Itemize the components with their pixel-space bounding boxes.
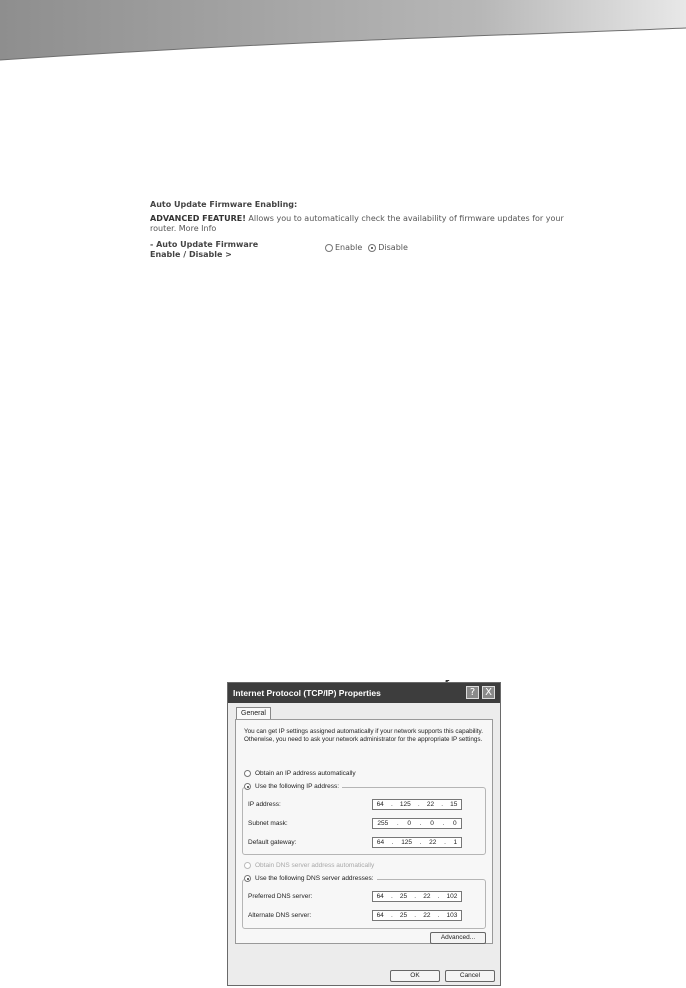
ip-address-label: IP address: [248,801,281,808]
preferred-dns-input[interactable] [372,891,462,902]
gateway-octet-3: 22 [429,839,437,846]
subnet-dot: . [442,820,445,827]
cancel-button[interactable]: Cancel [445,970,495,982]
enable-radio[interactable] [325,244,333,252]
pdns-dot: . [437,893,440,900]
help-button[interactable]: ? [466,686,479,699]
adns-dot: . [390,912,393,919]
alternate-dns-label: Alternate DNS server: [248,912,312,919]
enable-label: Enable [335,243,363,252]
pdns-dot: . [390,893,393,900]
adns-dot: . [437,912,440,919]
subnet-mask-input[interactable] [372,818,462,829]
tcpip-properties-dialog [227,682,501,986]
ip-dot: . [417,801,420,808]
auto-update-description [150,214,570,234]
obtain-ip-auto-label: Obtain an IP address automatically [255,770,356,777]
ok-button[interactable]: OK [390,970,440,982]
auto-update-options [325,243,414,252]
close-button[interactable]: X [482,686,495,699]
pdns-octet-1: 64 [376,893,384,900]
pdns-octet-3: 22 [423,893,431,900]
disable-radio[interactable] [368,244,376,252]
pdns-dot: . [414,893,417,900]
adns-dot: . [414,912,417,919]
adns-octet-4: 103 [446,912,458,919]
subnet-octet-2: 0 [407,820,412,827]
ip-dot: . [390,801,393,808]
header-band [0,0,686,62]
auto-update-row [150,240,580,260]
auto-update-desc-text: Allows you to automatically check the availability of firmware updates for your router. [150,214,564,233]
default-gateway-label: Default gateway: [248,839,297,846]
obtain-ip-auto-option[interactable] [244,770,356,777]
obtain-dns-auto-radio[interactable] [244,862,251,869]
auto-update-title: Auto Update Firmware Enabling: [150,200,298,209]
ip-dot: . [441,801,444,808]
use-following-ip-label: Use the following IP address: [255,783,340,790]
obtain-dns-auto-option[interactable] [244,862,374,869]
dialog-title: Internet Protocol (TCP/IP) Properties [233,688,381,698]
subnet-octet-1: 255 [377,820,389,827]
dns-server-group [242,879,486,929]
use-following-ip-radio[interactable] [244,783,251,790]
general-panel [235,719,493,944]
gateway-dot: . [391,839,394,846]
alternate-dns-input[interactable] [372,910,462,921]
auto-update-label-line2: Enable / Disable > [150,250,232,259]
enable-option[interactable] [325,243,362,252]
subnet-octet-3: 0 [430,820,434,827]
tab-general[interactable]: General [236,707,271,720]
auto-update-label [150,240,280,260]
ip-octet-1: 64 [376,801,384,808]
adns-octet-2: 25 [399,912,408,919]
pdns-octet-4: 102 [446,893,458,900]
gateway-dot: . [419,839,422,846]
subnet-dot: . [419,820,422,827]
pdns-octet-2: 25 [399,893,408,900]
subnet-mask-label: Subnet mask: [248,820,288,827]
obtain-dns-auto-label: Obtain DNS server address automatically [255,862,375,869]
use-following-dns-option[interactable] [244,875,377,882]
disable-option[interactable] [368,243,408,252]
use-following-dns-label: Use the following DNS server addresses: [255,875,374,882]
intro-text: You can get IP settings assigned automatically if your network supports this capability. Otherwise, you need to ask your network administrator for the appropriate IP settings. [244,728,483,743]
ip-octet-4: 15 [450,801,458,808]
auto-update-section [150,200,580,260]
default-gateway-input[interactable] [372,837,462,848]
subnet-octet-4: 0 [453,820,457,827]
use-following-dns-radio[interactable] [244,875,251,882]
advanced-button[interactable]: Advanced... [430,932,486,944]
advanced-feature-label: ADVANCED FEATURE! [150,214,246,223]
more-info-link[interactable]: More Info [178,224,217,233]
ip-address-input[interactable] [372,799,462,810]
use-following-ip-option[interactable] [244,783,342,790]
auto-update-label-line1: - Auto Update Firmware [150,240,259,249]
preferred-dns-label: Preferred DNS server: [248,893,313,900]
disable-label: Disable [378,243,408,252]
obtain-ip-auto-radio[interactable] [244,770,251,777]
gateway-octet-2: 125 [401,839,413,846]
dialog-title-bar [228,683,500,703]
adns-octet-1: 64 [376,912,384,919]
gateway-octet-1: 64 [376,839,385,846]
gateway-dot: . [444,839,446,846]
ip-octet-3: 22 [426,801,435,808]
gateway-octet-4: 1 [453,839,458,846]
adns-octet-3: 22 [423,912,431,919]
subnet-dot: . [396,820,399,827]
ip-octet-2: 125 [399,801,411,808]
